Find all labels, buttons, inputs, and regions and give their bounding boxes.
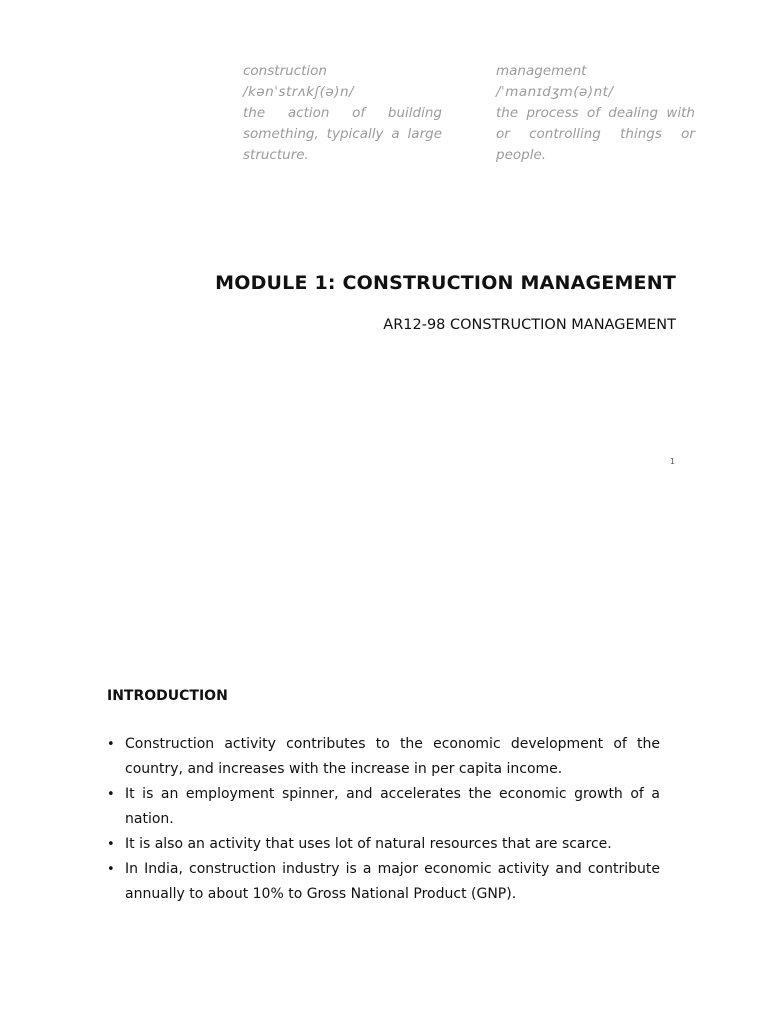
bullet-icon: • xyxy=(107,787,115,802)
definition-word: management xyxy=(496,63,587,79)
bullet-icon: • xyxy=(107,862,115,877)
list-item xyxy=(107,732,660,782)
list-item-text: It is an employment spinner, and accelerates the economic growth of a nation. xyxy=(125,786,660,827)
introduction-bullet-list xyxy=(107,732,660,907)
section-heading-introduction: INTRODUCTION xyxy=(107,688,228,704)
list-item xyxy=(107,857,660,907)
definition-meaning: the action of building something, typically a large structure. xyxy=(243,105,442,163)
page-number: 1 xyxy=(669,457,675,466)
list-item-text: In India, construction industry is a major economic activity and contribute annually to about 10% to Gross National Product (GNP). xyxy=(125,861,660,902)
definition-meaning: the process of dealing with or controlling things or people. xyxy=(496,105,695,163)
list-item-text: Construction activity contributes to the economic development of the country, and increases with the increase in per capita income. xyxy=(125,736,660,777)
definitions-block xyxy=(243,61,695,181)
bullet-icon: • xyxy=(107,837,115,852)
page-title: MODULE 1: CONSTRUCTION MANAGEMENT xyxy=(215,272,676,294)
bullet-icon: • xyxy=(107,737,115,752)
list-item xyxy=(107,832,660,857)
list-item xyxy=(107,782,660,832)
definition-management xyxy=(496,61,695,166)
definition-word: construction xyxy=(243,63,327,79)
definition-phonetic: /ˈmanɪdʒm(ə)nt/ xyxy=(496,84,614,100)
course-subtitle: AR12-98 CONSTRUCTION MANAGEMENT xyxy=(383,317,676,333)
definition-phonetic: /kənˈstrʌkʃ(ə)n/ xyxy=(243,84,355,100)
list-item-text: It is also an activity that uses lot of natural resources that are scarce. xyxy=(125,836,612,852)
definition-construction xyxy=(243,61,442,166)
